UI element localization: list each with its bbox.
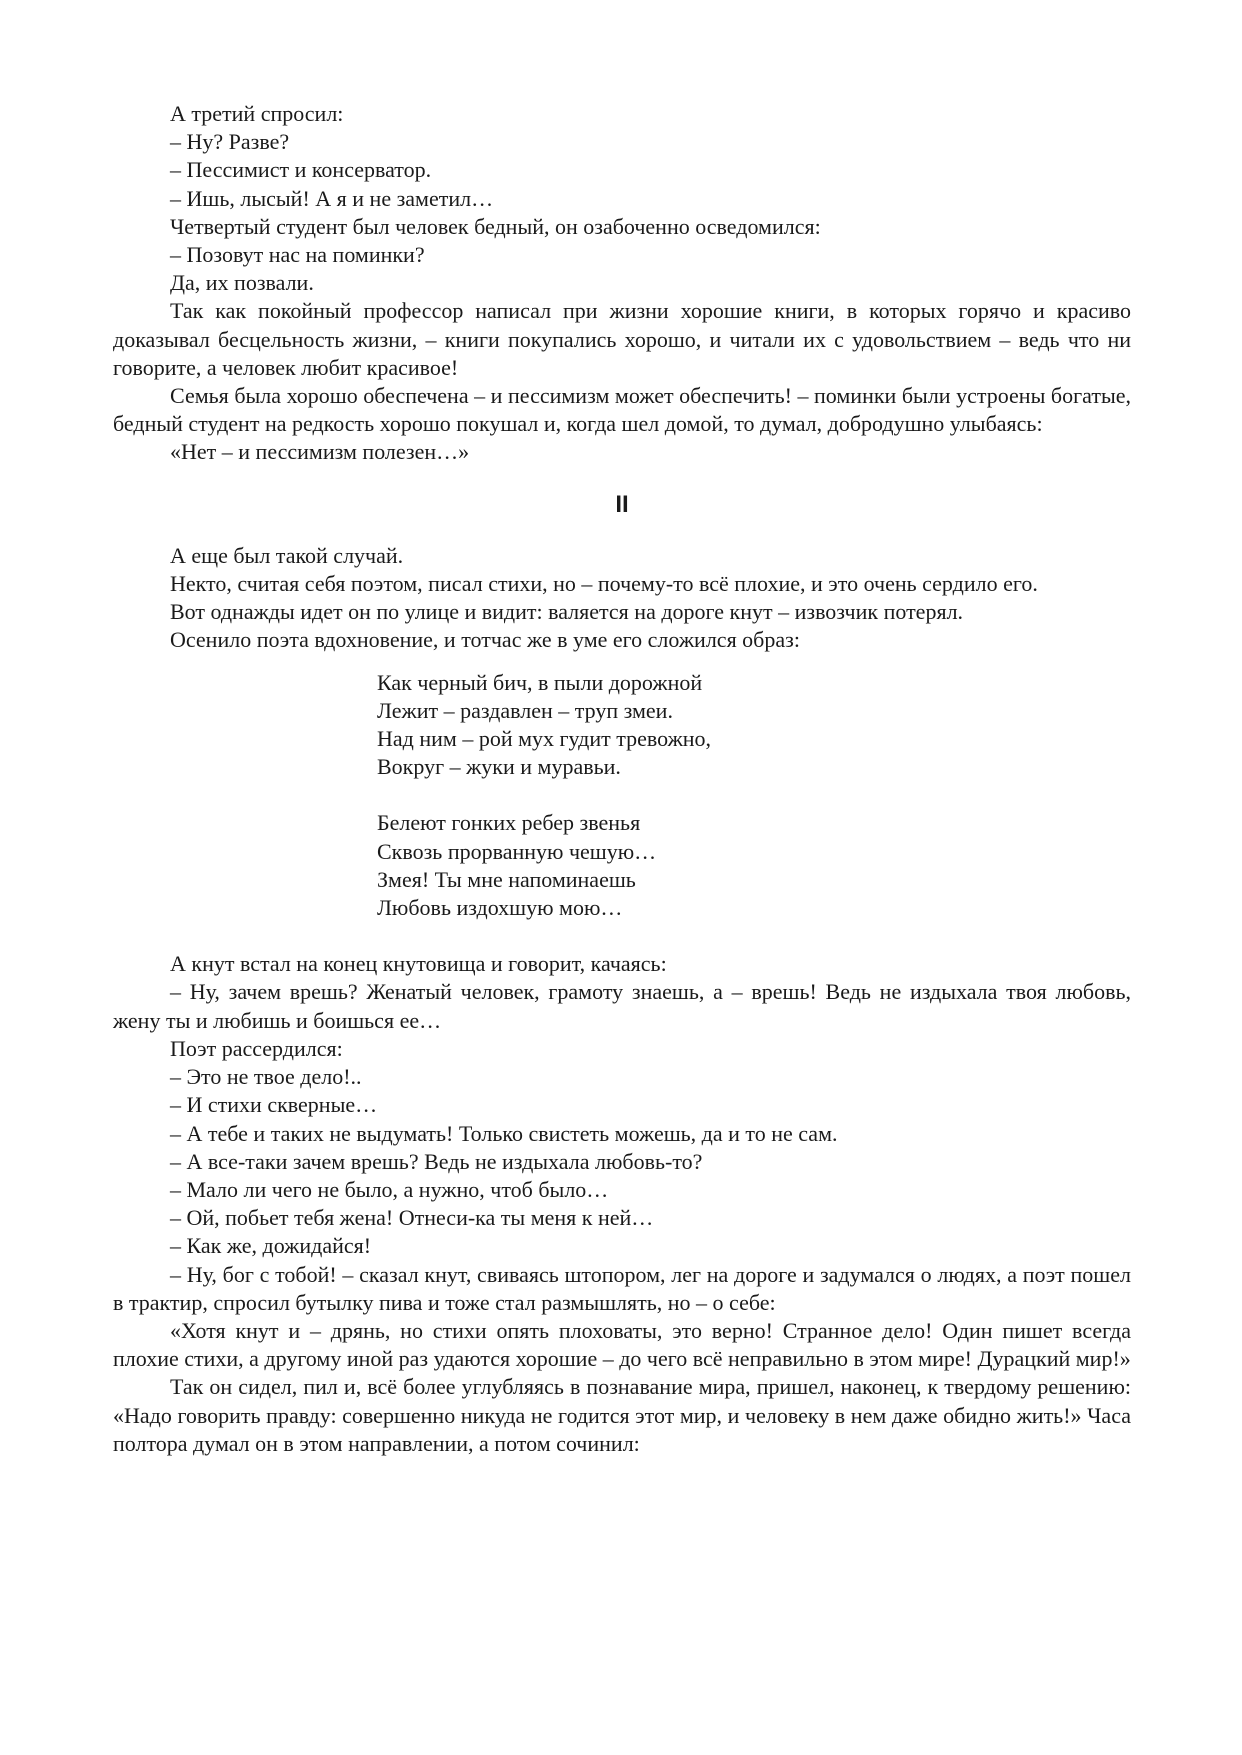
paragraph: – А все-таки зачем врешь? Ведь не издыхала любовь-то? xyxy=(170,1148,703,1174)
paragraph: А третий спросил: xyxy=(170,101,344,126)
paragraph: Поэт рассердился: xyxy=(170,1035,343,1061)
paragraph: – Как же, дожидайся! xyxy=(170,1233,372,1259)
poem-line: Как черный бич, в пыли дорожной xyxy=(377,669,703,695)
paragraph: «Хотя кнут и – дрянь, но стихи опять плоховаты, это верно! Странное дело! Один пишет всегда плохие стихи, а другому иной раз удаются хорошие – до чего всё неправильно в этом мире! Дурацкий мир!» xyxy=(113,1317,1131,1372)
paragraph: – И стихи скверные… xyxy=(170,1092,378,1118)
poem-stanza-1 xyxy=(377,669,1131,782)
paragraph: – Ну, бог с тобой! – сказал кнут, свиваясь штопором, лег на дороге и задумался о людях, а поэт пошел в трактир, спросил бутылку пива и тоже стал размышлять, но – о себе: xyxy=(113,1261,1131,1315)
poem-line: Лежит – раздавлен – труп змеи. xyxy=(377,697,673,723)
paragraph: Семья была хорошо обеспечена – и пессимизм может обеспечить! – поминки были устроены богатые, бедный студент на редкость хорошо покушал и, когда шел домой, то думал, добродушно улыбаясь: xyxy=(113,383,1131,437)
poem-line: Любовь издохшую мою… xyxy=(377,895,623,921)
paragraph: – А тебе и таких не выдумать! Только свистеть можешь, да и то не сам. xyxy=(170,1120,838,1146)
paragraph: – Мало ли чего не было, а нужно, чтоб было… xyxy=(170,1176,609,1202)
paragraph: – Позовут нас на поминки? xyxy=(170,242,425,268)
paragraph: – Пессимист и консерватор. xyxy=(170,157,432,183)
paragraph: – Ишь, лысый! А я и не заметил… xyxy=(170,185,494,211)
paragraph: – Ну, зачем врешь? Женатый человек, грамоту знаешь, а – врешь! Ведь не издыхала твоя любовь, жену ты и любишь и боишься ее… xyxy=(113,979,1131,1033)
paragraph: Вот однажды идет он по улице и видит: валяется на дороге кнут – извозчик потерял. xyxy=(170,599,964,625)
poem-stanza-2 xyxy=(377,809,1131,922)
paragraph: «Нет – и пессимизм полезен…» xyxy=(170,439,470,465)
poem-line: Над ним – рой мух гудит тревожно, xyxy=(377,726,712,752)
document-page xyxy=(113,100,1131,1458)
paragraph: Осенило поэта вдохновение, и тотчас же в уме его сложился образ: xyxy=(170,627,800,653)
poem-line: Вокруг – жуки и муравьи. xyxy=(377,754,621,780)
paragraph: А кнут встал на конец кнутовища и говорит, качаясь: xyxy=(170,951,667,977)
paragraph: Четвертый студент был человек бедный, он озабоченно осведомился: xyxy=(170,213,821,239)
paragraph: Так он сидел, пил и, всё более углубляясь в познавание мира, пришел, наконец, к твердому решению: «Надо говорить правду: совершенно никуда не годится этот мир, и человеку в нем даже обидно жить!» Часа полтора думал он в этом направлении, а потом сочинил: xyxy=(113,1374,1131,1456)
paragraph: – Это не твое дело!.. xyxy=(170,1064,362,1090)
poem-line: Белеют гонких ребер звенья xyxy=(377,810,641,836)
paragraph: Да, их позвали. xyxy=(170,270,314,296)
paragraph: А еще был такой случай. xyxy=(170,542,404,568)
paragraph: – Ну? Разве? xyxy=(170,129,290,155)
poem-line: Змея! Ты мне напоминаешь xyxy=(377,866,636,892)
paragraph: Так как покойный профессор написал при жизни хорошие книги, в которых горячо и красиво доказывал бесцельность жизни, – книги покупались хорошо, и читали их с удовольствием – ведь что ни говорите, а человек любит красивое! xyxy=(113,298,1131,380)
poem-line: Сквозь прорванную чешую… xyxy=(377,838,657,864)
paragraph: – Ой, побьет тебя жена! Отнеси-ка ты меня к ней… xyxy=(170,1205,654,1231)
paragraph: Некто, считая себя поэтом, писал стихи, но – почему-то всё плохие, и это очень сердило его. xyxy=(170,571,1038,597)
section-heading: II xyxy=(615,490,629,518)
